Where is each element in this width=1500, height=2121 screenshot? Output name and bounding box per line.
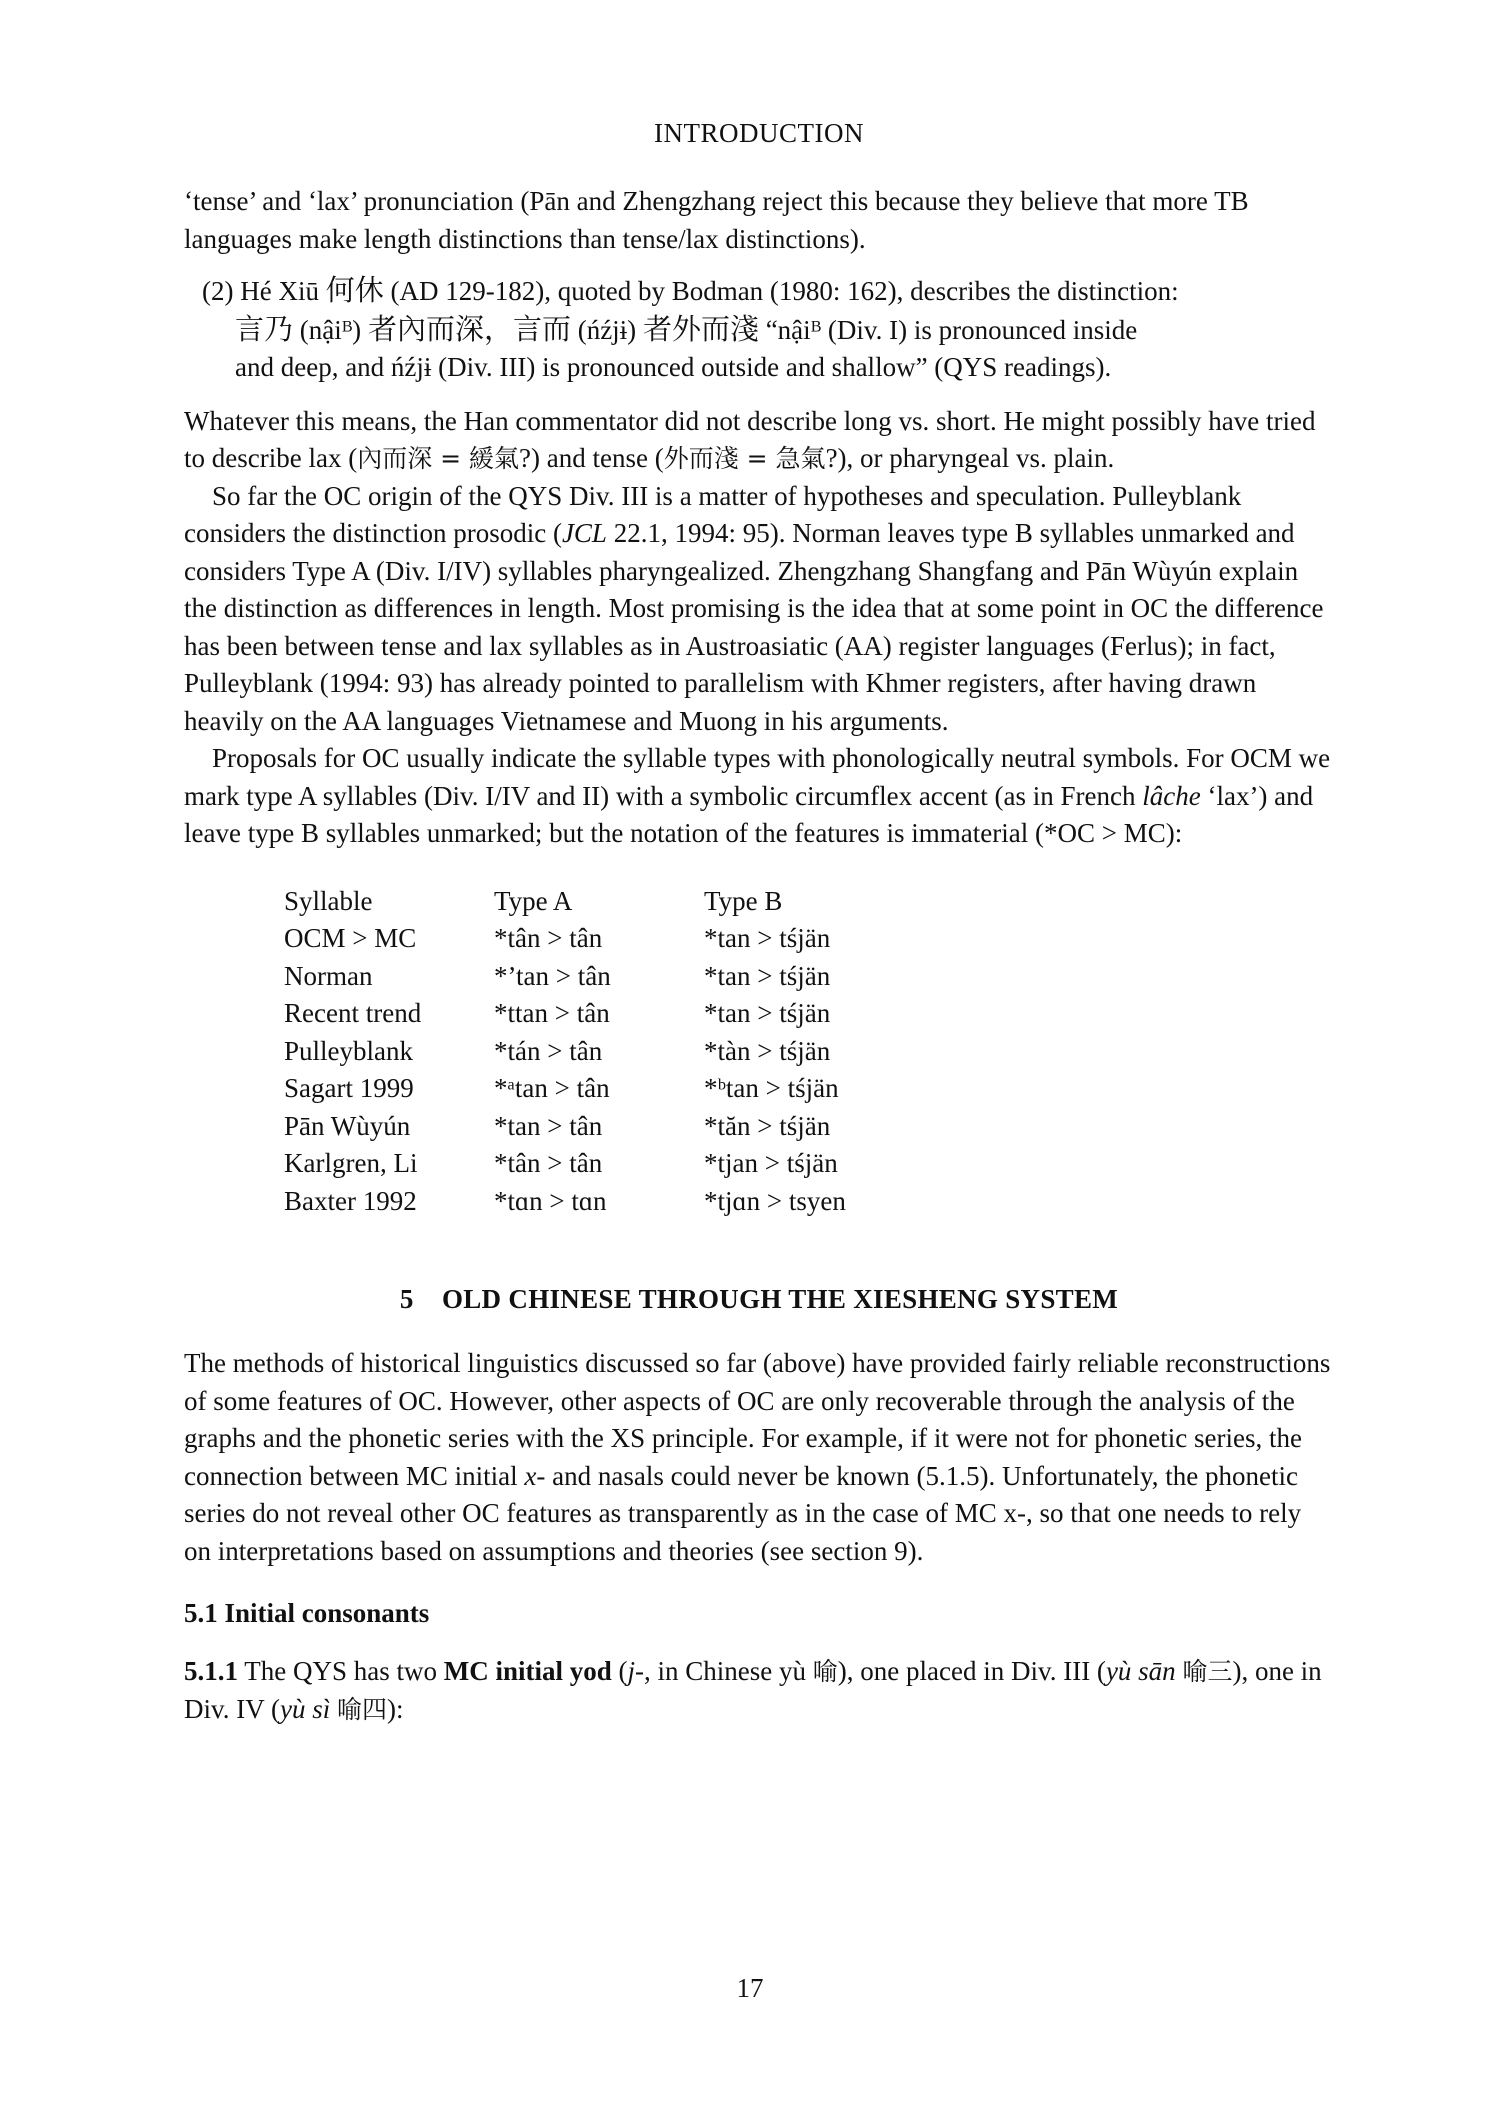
section-number: 5 [399,1284,414,1314]
table-cell: *ttan > tân [494,998,610,1029]
table-row [284,1145,846,1183]
text: Proposals for OC usually indicate the syllable types with phonologically neutral symbols. For OCM we mark type A syllables (Div. I/IV and II) with a symbolic circumflex accent (as in French [184,743,1331,811]
paragraph-methods [184,1345,1334,1570]
table-row [284,1108,846,1146]
table-cell: Pān Wùyún [284,1110,411,1141]
text: ): [387,1693,404,1724]
italic-word: yù sān [1105,1656,1176,1686]
text: , in Chinese yù [644,1656,813,1686]
section-title: OLD CHINESE THROUGH THE XIESHENG SYSTEM [441,1284,1119,1314]
text: ‘lax’) and leave type B syllables unmarked; but the notation of the features is immaterial (*OC > MC): [184,780,1314,848]
table-cell: *tăn > tśjän [704,1110,831,1141]
table-cell: Sagart 1999 [284,1073,414,1104]
table-cell: *tân > tân [494,1148,603,1179]
quote-text: (ńźjɨ) [570,314,643,345]
text: ), one in Div. IV ( [184,1656,1322,1724]
text: ?) and tense ( [519,443,664,473]
quote-line-3: and deep, and ńźjɨ (Div. III) is pronounced outside and shallow” (QYS readings). [235,352,1112,382]
table-cell: *tan > tśjän [704,923,831,954]
table-cell: Recent trend [284,998,422,1029]
table-cell: *tán > tân [494,1035,603,1066]
text: So far the OC origin of the QYS Div. III is a matter of hypotheses and speculation. Pulleyblank considers the distinction prosodic ( [184,480,1242,548]
chinese-text: 內而深 = 緩氣 [357,444,520,473]
text: The QYS has two [238,1656,444,1686]
header-cell: Type A [494,885,573,916]
journal-title: JCL [561,518,607,548]
paragraph-tense-lax: ‘tense’ and ‘lax’ pronunciation (Pān and Zhengzhang reject this because they believe that more TB languages make length distinctions than tense/lax distinctions). [184,186,1249,254]
text [330,1694,337,1724]
header-cell: Syllable [284,885,373,916]
table-cell: *’tan > tân [494,960,611,991]
table-cell: Karlgren, Li [284,1148,418,1179]
table-cell: *ᵇtan > tśjän [704,1073,839,1104]
paragraph-proposals [184,740,1334,853]
table-row [284,958,846,996]
quote-text: (AD 129-182), quoted by Bodman (1980: 162), describes the distinction: [383,276,1179,306]
italic-word: j- [627,1656,645,1686]
quote-chinese: 者外而淺 [642,311,759,346]
chinese-text: 喻三 [1182,1657,1233,1686]
chinese-text: 喻四 [337,1694,388,1724]
subsection-heading: 5.1 Initial consonants [184,1598,430,1628]
page-number: 17 [736,1973,764,2003]
table-cell: *tàn > tśjän [704,1035,831,1066]
table-cell: Baxter 1992 [284,1185,417,1216]
table-row [284,1070,846,1108]
table-row [284,1183,846,1221]
text: ( [611,1656,628,1686]
quotation-he-xiu [202,272,1334,387]
chinese-text: 外而淺 = 急氣 [663,444,826,473]
text: 22.1, 1994: 95). Norman leaves type B syllables unmarked and considers Type A (Div. I/IV) syllables pharyngealized. Zhengzhang Shangfang and Pān Wùyún explain the distinction as differences in length. Most promising is the idea that at some point in OC the difference has been between tense and lax syllables as in Austroasiatic (AA) register languages (Ferlus); in fact, Pulleyblank (1994: 93) has already pointed to parallelism with Khmer registers, after having drawn heavily on the AA languages Vietnamese and Muong in his arguments. [184,518,1324,736]
text: Whatever this means, the Han commentator did not describe long vs. short. He might possibly have tried to describe lax ( [184,405,1316,473]
quote-chinese: 者內而深，言而 [367,311,571,346]
bold-term: MC initial yod [443,1656,612,1686]
quote-text: (nậiᴮ) [293,314,368,345]
subsection-number: 5.1.1 [184,1656,238,1686]
text: ), one placed in Div. III ( [837,1656,1106,1686]
text: and nasals could never be known (5.1.5). Unfortunately, the phonetic series do not reveal other OC features as transparently as in the case of MC x-, so that one needs to rely on interpretations based on assumptions and theories (see section 9). [184,1460,1302,1566]
quote-text: (2) Hé Xiū [202,276,326,306]
syllable-type-table [284,883,846,1221]
paragraph-oc-origin [184,478,1334,741]
quote-line-2 [202,311,1334,350]
section-heading [184,1284,1334,1315]
text: The methods of historical linguistics discussed so far (above) have provided fairly reliable reconstructions of some features of OC. However, other aspects of OC are only recoverable through the analysis of the graphs and the phonetic series with the XS principle. For example, if it were not for phonetic series, the connection between MC initial [184,1348,1331,1491]
quote-line-1 [202,272,1334,311]
quote-chinese: 言乃 [235,311,294,346]
italic-word: lâche [1142,780,1201,811]
table-cell: *tɑn > tɑn [494,1185,607,1216]
header-cell: Type B [704,885,783,916]
table-cell: *tjɑn > tsyen [704,1185,846,1216]
table-row [284,995,846,1033]
table-header-row [284,883,846,921]
running-header: INTRODUCTION [654,118,864,148]
paragraph-initial-yod [184,1653,1334,1728]
table-cell: Norman [284,960,373,991]
table-row [284,1033,846,1071]
table-cell: *tân > tân [494,923,603,954]
quote-chinese: 何休 [325,273,384,307]
table-cell: OCM > MC [284,923,417,954]
table-cell: *tan > tân [494,1110,603,1141]
table-cell: *tjan > tśjän [704,1148,838,1179]
italic-word: x- [524,1460,546,1491]
table-cell: Pulleyblank [284,1035,413,1066]
italic-word: yù sì [280,1693,331,1724]
chinese-text: 喻 [812,1657,838,1686]
paragraph-han-commentator [184,403,1334,478]
table-cell: *tan > tśjän [704,998,831,1029]
table-cell: *ᵃtan > tân [494,1073,610,1104]
table-cell: *tan > tśjän [704,960,831,991]
page-body [184,118,1334,1728]
text: ?), or pharyngeal vs. plain. [825,443,1115,473]
quote-text: “nậiᴮ (Div. I) is pronounced inside [758,314,1138,345]
table-row [284,920,846,958]
